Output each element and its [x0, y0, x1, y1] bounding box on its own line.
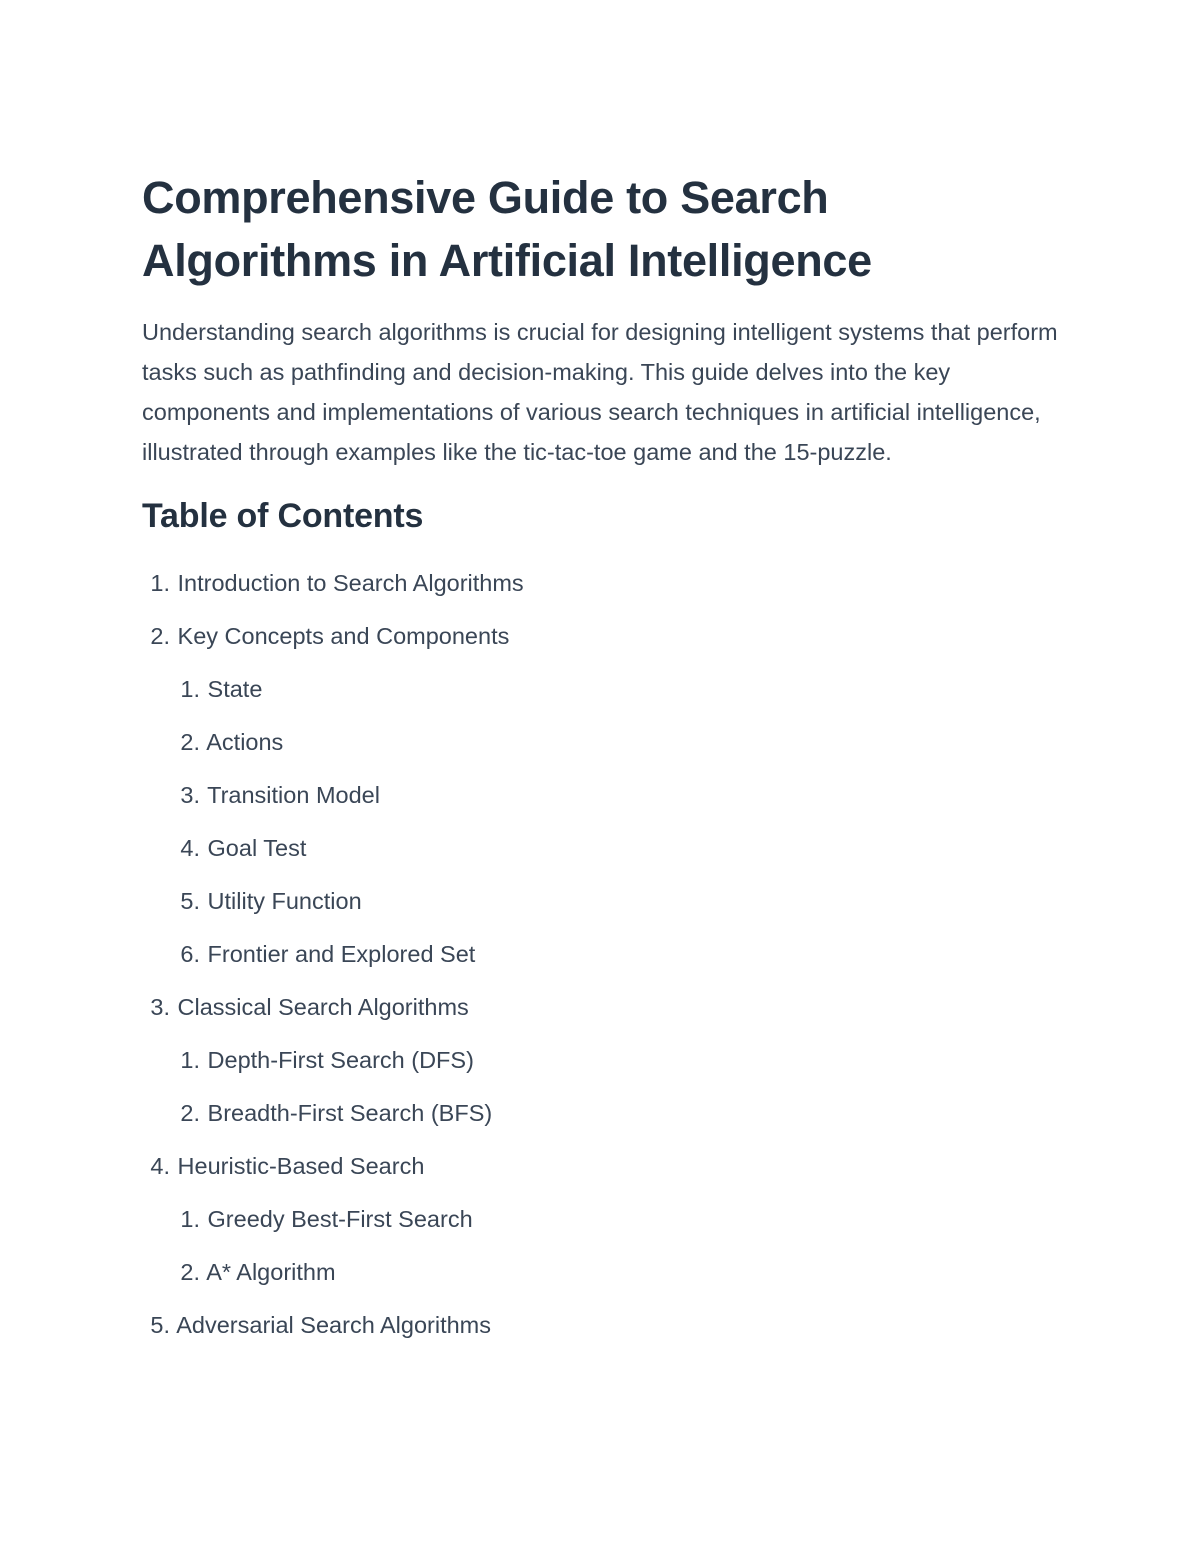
toc-subitem-label: Transition Model	[207, 782, 380, 808]
toc-subitem[interactable]	[172, 1193, 1072, 1246]
toc-sublist	[172, 1193, 1072, 1299]
toc-subitem[interactable]	[172, 716, 1072, 769]
toc-subitem-number: 1.	[180, 1206, 200, 1232]
toc-subitem[interactable]	[172, 822, 1072, 875]
toc-subitem-label: State	[207, 676, 263, 702]
toc-subitem[interactable]	[172, 875, 1072, 928]
toc-subitem-number: 6.	[180, 941, 200, 967]
toc-subitem-number: 1.	[180, 676, 200, 702]
toc-subitem[interactable]	[172, 928, 1072, 981]
toc-subitem-number: 2.	[180, 1259, 200, 1285]
toc-item-number: 5.	[150, 1312, 170, 1338]
toc-item[interactable]	[142, 610, 1072, 981]
toc-item[interactable]	[142, 1299, 1072, 1352]
toc-subitem[interactable]	[172, 769, 1072, 822]
table-of-contents	[142, 557, 1072, 1352]
toc-sublist	[172, 663, 1072, 981]
toc-item-label: Heuristic-Based Search	[177, 1153, 425, 1179]
toc-item-label: Introduction to Search Algorithms	[177, 570, 524, 596]
toc-subitem[interactable]	[172, 1246, 1072, 1299]
toc-subitem-label: Utility Function	[207, 888, 362, 914]
toc-subitem-number: 5.	[180, 888, 200, 914]
toc-item-number: 3.	[150, 994, 170, 1020]
toc-subitem[interactable]	[172, 663, 1072, 716]
toc-subitem-label: Greedy Best-First Search	[207, 1206, 473, 1232]
document-page	[142, 166, 1072, 1352]
toc-item[interactable]	[142, 1140, 1072, 1299]
toc-subitem-label: Actions	[206, 729, 284, 755]
intro-paragraph: Understanding search algorithms is crucial for designing intelligent systems that perform tasks such as pathfinding and decision-making. This guide delves into the key components and implementations of various search techniques in artificial intelligence, illustrated through examples like the tic-tac-toe game and the 15-puzzle.	[142, 319, 1058, 465]
toc-subitem-number: 2.	[180, 1100, 200, 1126]
toc-subitem-label: Goal Test	[207, 835, 307, 861]
toc-item-number: 2.	[150, 623, 170, 649]
toc-subitem[interactable]	[172, 1087, 1072, 1140]
toc-item-number: 1.	[150, 570, 170, 596]
toc-item-label: Key Concepts and Components	[177, 623, 510, 649]
toc-subitem-label: Frontier and Explored Set	[207, 941, 476, 967]
toc-subitem-label: A* Algorithm	[206, 1259, 336, 1285]
toc-subitem-number: 2.	[180, 729, 200, 755]
toc-item[interactable]	[142, 557, 1072, 610]
toc-item[interactable]	[142, 981, 1072, 1140]
toc-sublist	[172, 1034, 1072, 1140]
document-title: Comprehensive Guide to Search Algorithms in Artificial Intelligence	[142, 172, 872, 286]
toc-subitem-label: Breadth-First Search (BFS)	[207, 1100, 493, 1126]
toc-subitem-label: Depth-First Search (DFS)	[207, 1047, 474, 1073]
toc-heading: Table of Contents	[142, 497, 424, 535]
toc-item-label: Adversarial Search Algorithms	[176, 1312, 492, 1338]
toc-item-number: 4.	[150, 1153, 170, 1179]
toc-item-label: Classical Search Algorithms	[177, 994, 469, 1020]
toc-subitem-number: 4.	[180, 835, 200, 861]
toc-subitem[interactable]	[172, 1034, 1072, 1087]
toc-subitem-number: 1.	[180, 1047, 200, 1073]
toc-subitem-number: 3.	[180, 782, 200, 808]
